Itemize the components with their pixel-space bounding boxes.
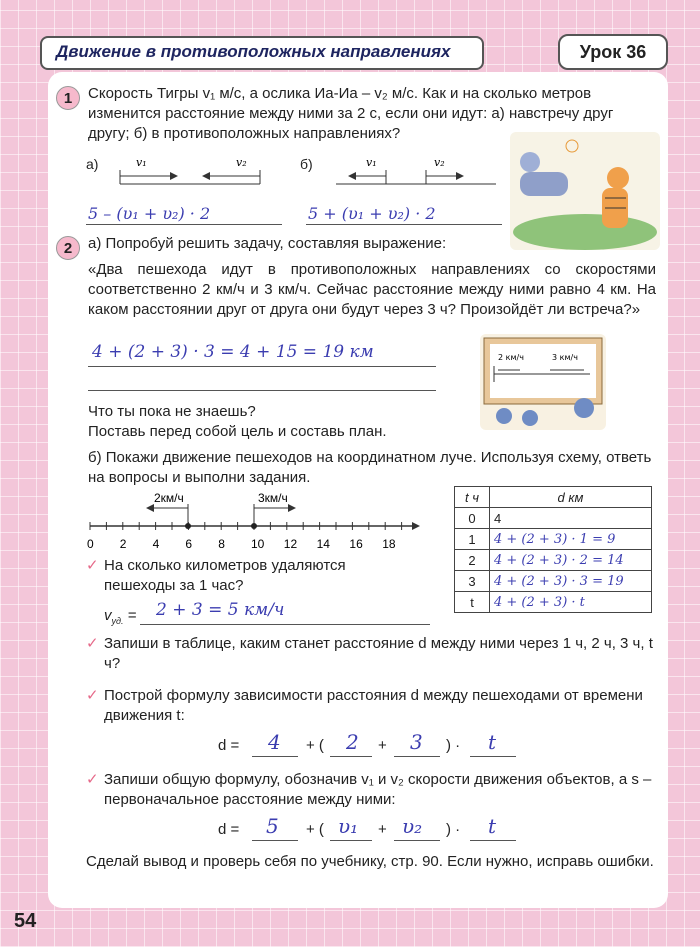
diagram-a xyxy=(110,150,280,194)
ray-tick-label: 8 xyxy=(218,537,225,551)
question-plan: Поставь перед собой цель и составь план. xyxy=(88,423,387,440)
table-cell-d: 4 xyxy=(490,508,652,529)
speed-answer-line xyxy=(140,624,430,625)
diagram-a-v1: v₁ xyxy=(136,156,147,169)
ray-tick-label: 14 xyxy=(316,537,330,551)
answer-line-1 xyxy=(88,366,436,367)
task2-answer: 4 + (2 + 3) · 3 = 4 + 15 = 19 км xyxy=(92,342,374,362)
task2-number: 2 xyxy=(56,236,80,260)
table-row xyxy=(455,550,652,571)
diagram-b-v2: v₂ xyxy=(434,156,445,169)
v-label: $v_{уд.}$ = xyxy=(104,607,137,626)
ray-tick-label: 0 xyxy=(87,537,94,551)
table-cell-t: 1 xyxy=(455,529,490,550)
table-cell-d: 4 + (2 + 3) · 3 = 19 xyxy=(490,571,652,592)
table-row xyxy=(455,529,652,550)
ray-speed-left: 2км/ч xyxy=(154,491,184,505)
ray-tick-label: 2 xyxy=(119,537,127,551)
table-cell-t: 2 xyxy=(455,550,490,571)
table-row xyxy=(455,592,652,613)
picture-speed-left: 2 км/ч xyxy=(498,353,524,362)
task1-text: Скорость Тигры v₁ м/с, а ослика Иа-Иа – v₂ м/с. Как и на сколько метров изменится расстояние между ними за 2 с, если они идут: а) навстречу друг другу; б) в противоположных направлениях? xyxy=(88,85,614,142)
ray-tick-label: 6 xyxy=(185,537,193,551)
task2-part-b: б) Покажи движение пешеходов на координатном луче. Используя схему, ответь на вопросы и выполни задания. xyxy=(88,449,652,486)
check-icon: ✓ xyxy=(86,687,99,704)
lesson-badge: Урок 36 xyxy=(558,34,668,70)
coordinate-ray xyxy=(82,486,422,552)
ray-tick-label: 10 xyxy=(251,537,265,551)
table-row xyxy=(455,571,652,592)
speed-answer: 2 + 3 = 5 км/ч xyxy=(156,600,285,620)
task1-number: 1 xyxy=(56,86,80,110)
ray-speed-right: 3км/ч xyxy=(258,491,288,505)
picture-speed-right: 3 км/ч xyxy=(552,353,578,362)
tigger-eeyore-illustration xyxy=(510,132,660,250)
task-build-formula: Построй формулу зависимости расстояния d между пешеходами от времени движения t: xyxy=(104,687,643,724)
ray-tick-label: 4 xyxy=(152,537,160,551)
diagram-b-v1: v₁ xyxy=(366,156,377,169)
table-header-d: d км xyxy=(490,487,652,508)
diagram-a-v2: v₂ xyxy=(236,156,247,169)
table-cell-d: 4 + (2 + 3) · 1 = 9 xyxy=(490,529,652,550)
task2-part-a: а) Попробуй решить задачу, составляя выражение: xyxy=(88,235,447,252)
table-cell-t: t xyxy=(455,592,490,613)
task1-answer-a: 5 – (υ₁ + υ₂) · 2 xyxy=(88,204,211,223)
answer-line-a xyxy=(86,224,282,225)
table-cell-t: 0 xyxy=(455,508,490,529)
ray-tick-label: 16 xyxy=(349,537,363,551)
task1-label-b: б) xyxy=(300,156,313,172)
table-header-t: t ч xyxy=(455,487,490,508)
table-cell-d: 4 + (2 + 3) · 2 = 14 xyxy=(490,550,652,571)
ray-tick-label: 18 xyxy=(382,537,396,551)
task1-answer-b: 5 + (υ₁ + υ₂) · 2 xyxy=(308,204,436,223)
pedestrians-board-illustration xyxy=(480,334,606,430)
diagram-b xyxy=(326,150,506,194)
check-icon: ✓ xyxy=(86,771,99,788)
formula-1: d = 4 + ( 2 + 3 ) · t xyxy=(218,734,538,760)
question-unknown: Что ты пока не знаешь? xyxy=(88,403,256,420)
table-row xyxy=(455,508,652,529)
table-cell-t: 3 xyxy=(455,571,490,592)
page-title: Движение в противоположных направлениях xyxy=(56,42,451,61)
task1-label-a: а) xyxy=(86,156,99,172)
check-icon: ✓ xyxy=(86,635,99,652)
question-speed: На сколько километров удаляются пешеходы за 1 час? xyxy=(104,557,346,594)
task-fill-table: Запиши в таблице, каким станет расстояние d между ними через 1 ч, 2 ч, 3 ч, t ч? xyxy=(104,635,653,672)
ray-tick-label: 12 xyxy=(283,537,298,551)
table-cell-d: 4 + (2 + 3) · t xyxy=(490,592,652,613)
formula-2: d = 5 + ( υ₁ + υ₂ ) · t xyxy=(218,818,538,844)
conclusion-text: Сделай вывод и проверь себя по учебнику, стр. 90. Если нужно, исправь ошибки. xyxy=(86,853,654,870)
page-number: 54 xyxy=(14,910,37,932)
check-icon: ✓ xyxy=(86,557,99,574)
answer-line-2 xyxy=(88,390,436,391)
task2-problem: «Два пешехода идут в противоположных направлениях со скоростями соответственно 2 км/ч и 3 км/ч. Сейчас расстояние между ними равно 4 км. На каком расстоянии друг от друга они будут через 3 ч? Произойдёт ли встреча?» xyxy=(88,261,656,318)
answer-line-b xyxy=(306,224,502,225)
task-general-formula: Запиши общую формулу, обозначив v₁ и v₂ скорости движения объектов, а s – первоначальное расстояние между ними: xyxy=(104,771,652,808)
distance-table xyxy=(454,486,652,613)
